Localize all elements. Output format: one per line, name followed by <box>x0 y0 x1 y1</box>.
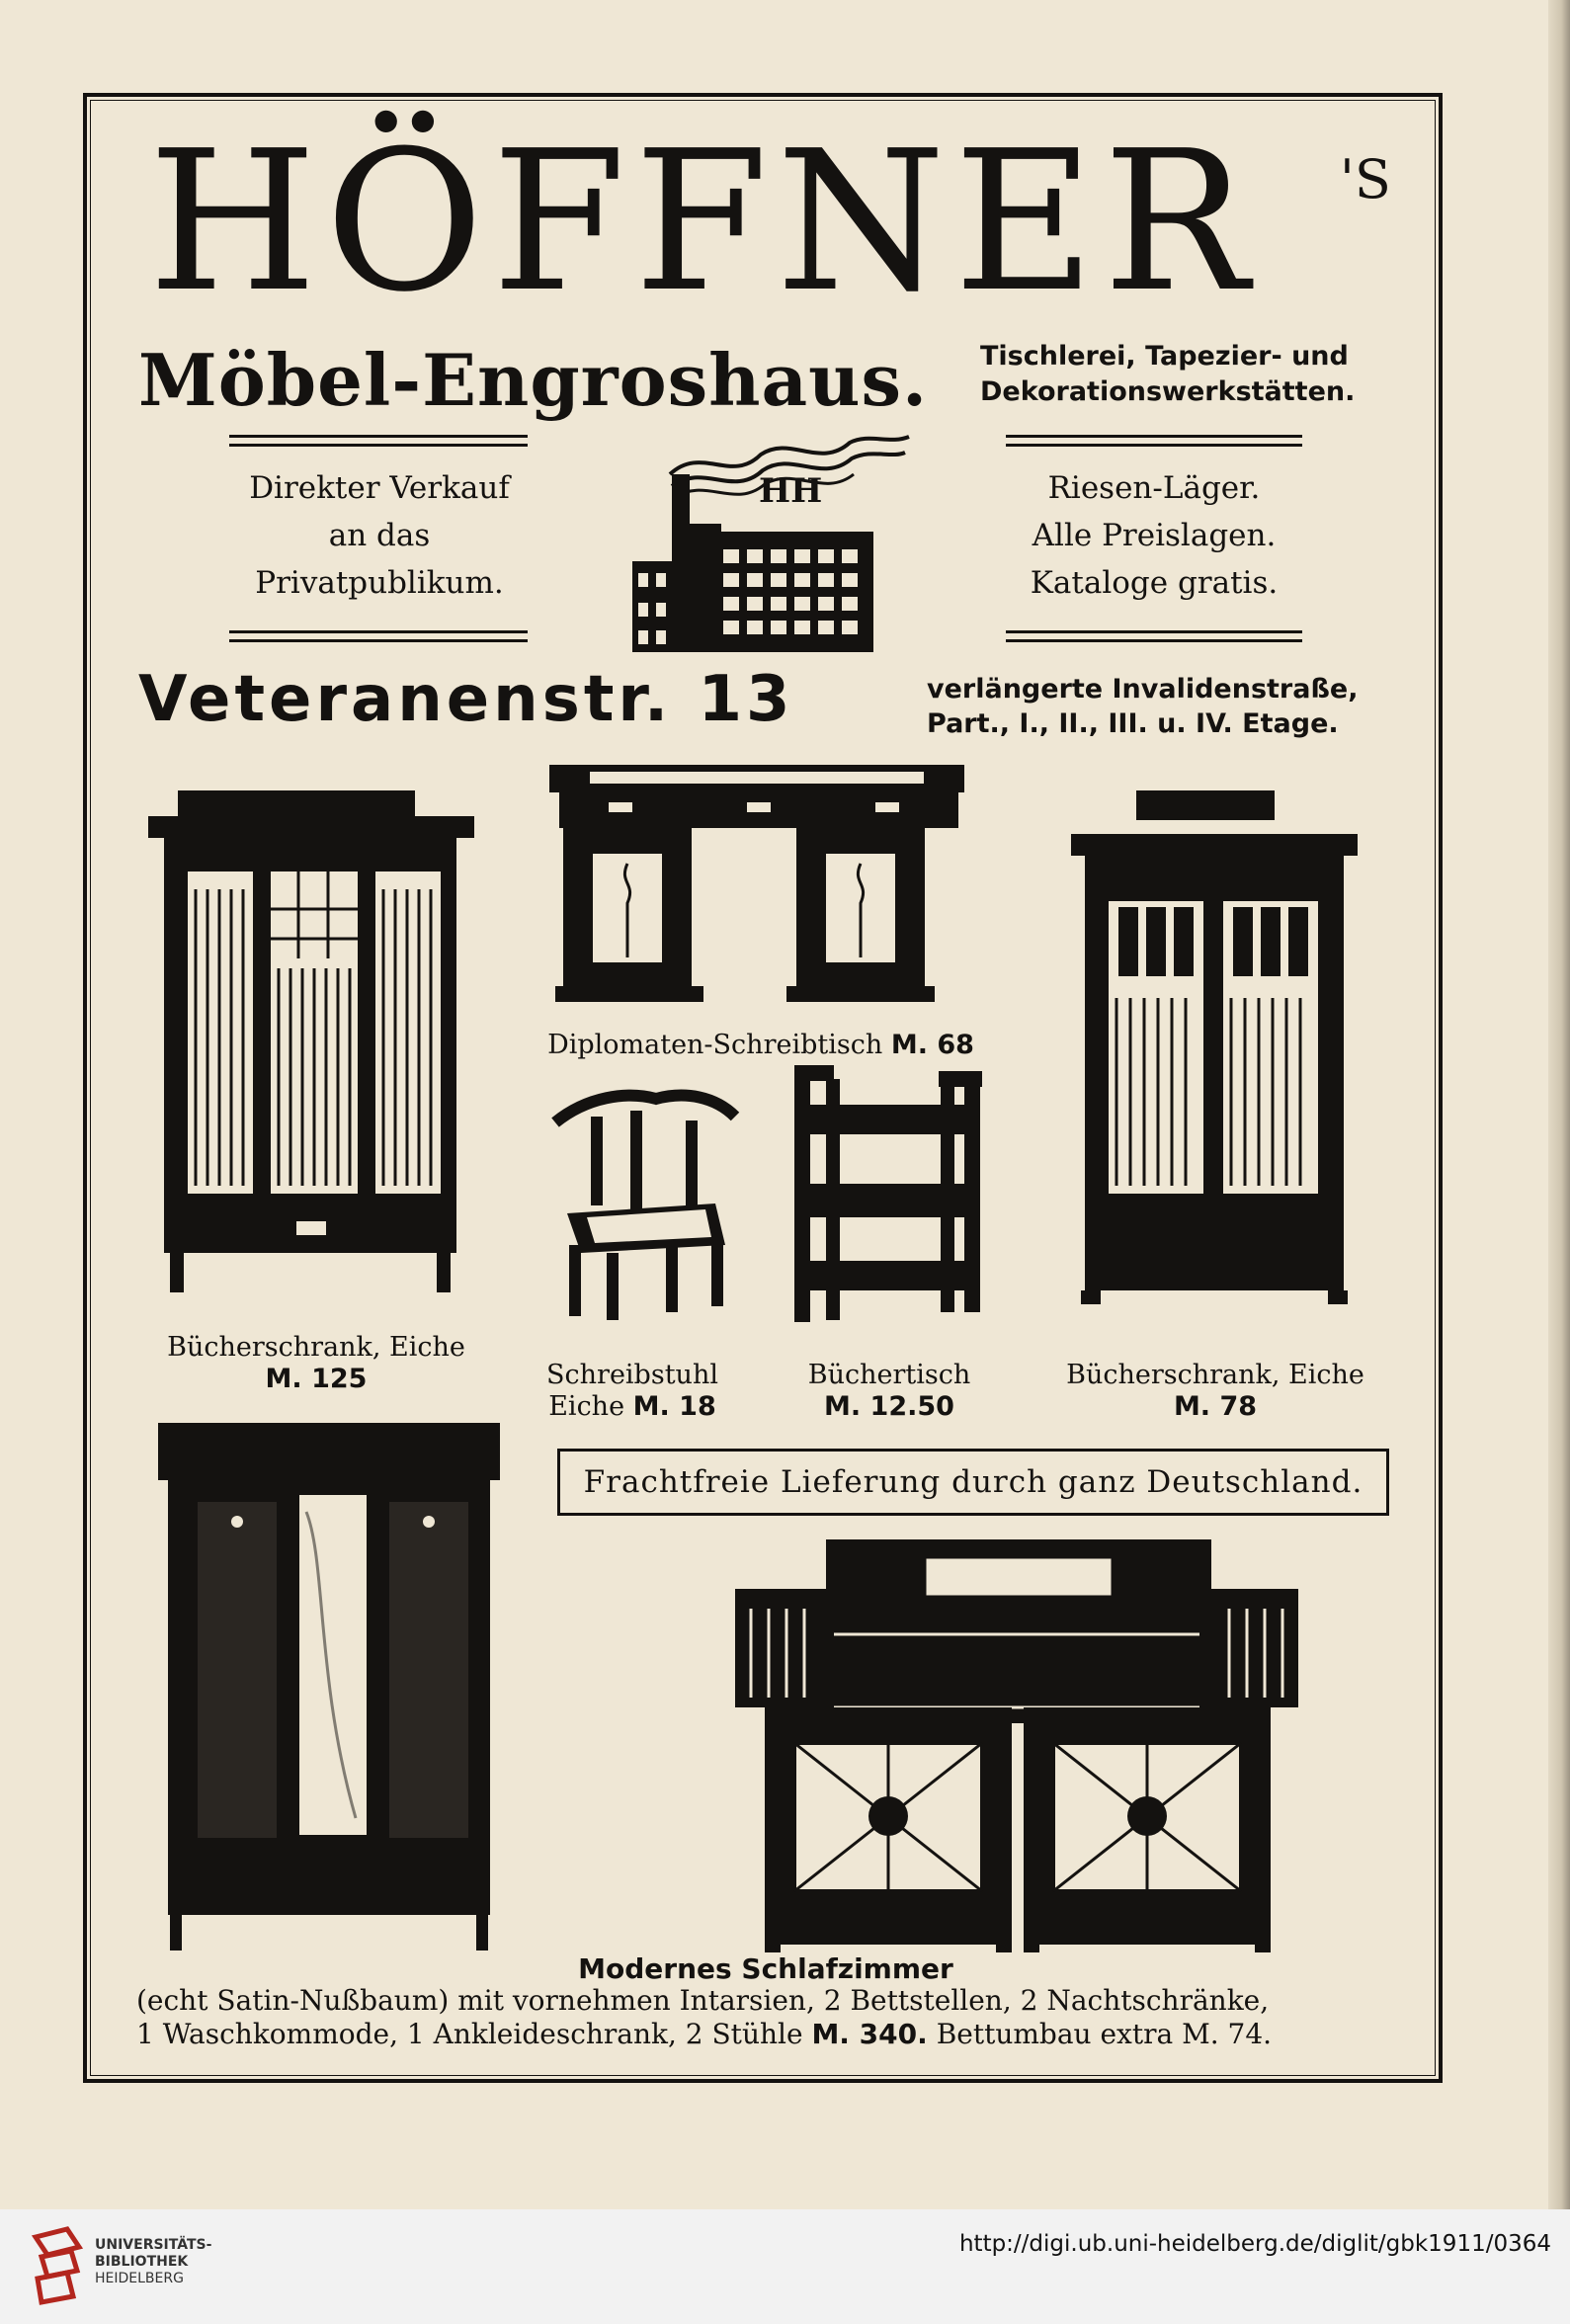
bookcase-right-caption <box>1047 1360 1383 1423</box>
chair-price: M. 18 <box>632 1391 716 1422</box>
book-table-illustration <box>790 1065 994 1324</box>
library-name-line: HEIDELBERG <box>95 2271 184 2286</box>
factory-monogram: HH <box>759 471 823 511</box>
stock-line: Alle Preislagen. <box>1032 518 1277 553</box>
workshops-line: Dekorationswerkstätten. <box>980 376 1356 407</box>
direct-sale-text <box>209 464 549 607</box>
workshops-line: Tischlerei, Tapezier- und <box>980 341 1349 372</box>
bedroom-line-2 <box>136 2018 1399 2051</box>
factory-illustration <box>613 415 919 662</box>
source-url-link[interactable]: http://digi.ub.uni-heidelberg.de/diglit/gbk1911/0364 <box>958 2231 1551 2257</box>
book-table-label: Büchertisch <box>807 1360 971 1390</box>
book-table-caption <box>781 1360 998 1423</box>
direct-sale-line: an das <box>328 518 431 553</box>
bookcase-left-price: M. 125 <box>265 1364 368 1394</box>
chair-illustration <box>547 1087 741 1324</box>
bedroom-title: Modernes Schlafzimmer <box>578 1952 953 1985</box>
street-address: Veteranenstr. 13 <box>138 663 794 736</box>
bedroom-description <box>136 1984 1399 2051</box>
workshops-text <box>980 339 1395 410</box>
bookcase-right-illustration <box>1067 790 1363 1308</box>
address-detail-line: verlängerte Invalidenstraße, <box>927 674 1359 705</box>
bedroom-items: 1 Waschkommode, 1 Ankleideschrank, 2 Stühle <box>136 2018 803 2050</box>
stock-text <box>988 464 1320 607</box>
rule <box>229 435 528 447</box>
direct-sale-line: Direkter Verkauf <box>249 470 510 506</box>
library-name-line: UNIVERSITÄTS- <box>95 2237 212 2253</box>
bookcase-right-label: Bücherschrank, Eiche <box>1066 1360 1364 1390</box>
page-edge <box>1548 0 1570 2209</box>
direct-sale-line: Privatpublikum. <box>255 565 504 601</box>
stock-line: Riesen-Läger. <box>1047 470 1261 506</box>
brand-subtitle: Möbel-Engroshaus. <box>138 338 929 422</box>
book-table-price: M. 12.50 <box>824 1391 954 1422</box>
library-name <box>95 2237 211 2287</box>
delivery-notice: Frachtfreie Lieferung durch ganz Deutschland. <box>557 1449 1389 1516</box>
wardrobe-illustration <box>158 1423 504 1956</box>
chair-label: Schreibstuhl <box>546 1360 718 1390</box>
library-footer <box>0 2209 1570 2324</box>
bedroom-line-1: (echt Satin-Nußbaum) mit vornehmen Intarsien, 2 Bettstellen, 2 Nachtschränke, <box>136 1984 1270 2017</box>
address-detail-line: Part., I., II., III. u. IV. Etage. <box>927 708 1339 739</box>
desk-illustration <box>549 765 970 1012</box>
bookcase-left-illustration <box>138 790 484 1304</box>
bedroom-extra: Bettumbau extra M. 74. <box>936 2018 1273 2050</box>
desk-caption <box>514 1030 1008 1061</box>
bedroom-set-illustration <box>735 1539 1298 1952</box>
rule <box>229 630 528 642</box>
bookcase-left-label: Bücherschrank, Eiche <box>167 1332 465 1363</box>
bedroom-price: M. 340. <box>811 2018 928 2050</box>
bookcase-right-price: M. 78 <box>1173 1391 1258 1422</box>
address-detail <box>927 672 1411 741</box>
chair-material: Eiche <box>548 1391 625 1422</box>
rule <box>1006 435 1302 447</box>
brand-suffix: 'S <box>1340 148 1391 210</box>
brand-title: HÖFFNER <box>148 110 1257 335</box>
desk-label: Diplomaten-Schreibtisch <box>547 1030 883 1060</box>
desk-price: M. 68 <box>890 1030 974 1060</box>
stock-line: Kataloge gratis. <box>1030 565 1279 601</box>
library-name-line: BIBLIOTHEK <box>95 2254 189 2270</box>
bookcase-left-caption <box>148 1332 484 1395</box>
chair-caption <box>534 1360 731 1423</box>
rule <box>1006 630 1302 642</box>
library-logo-icon <box>28 2227 87 2306</box>
